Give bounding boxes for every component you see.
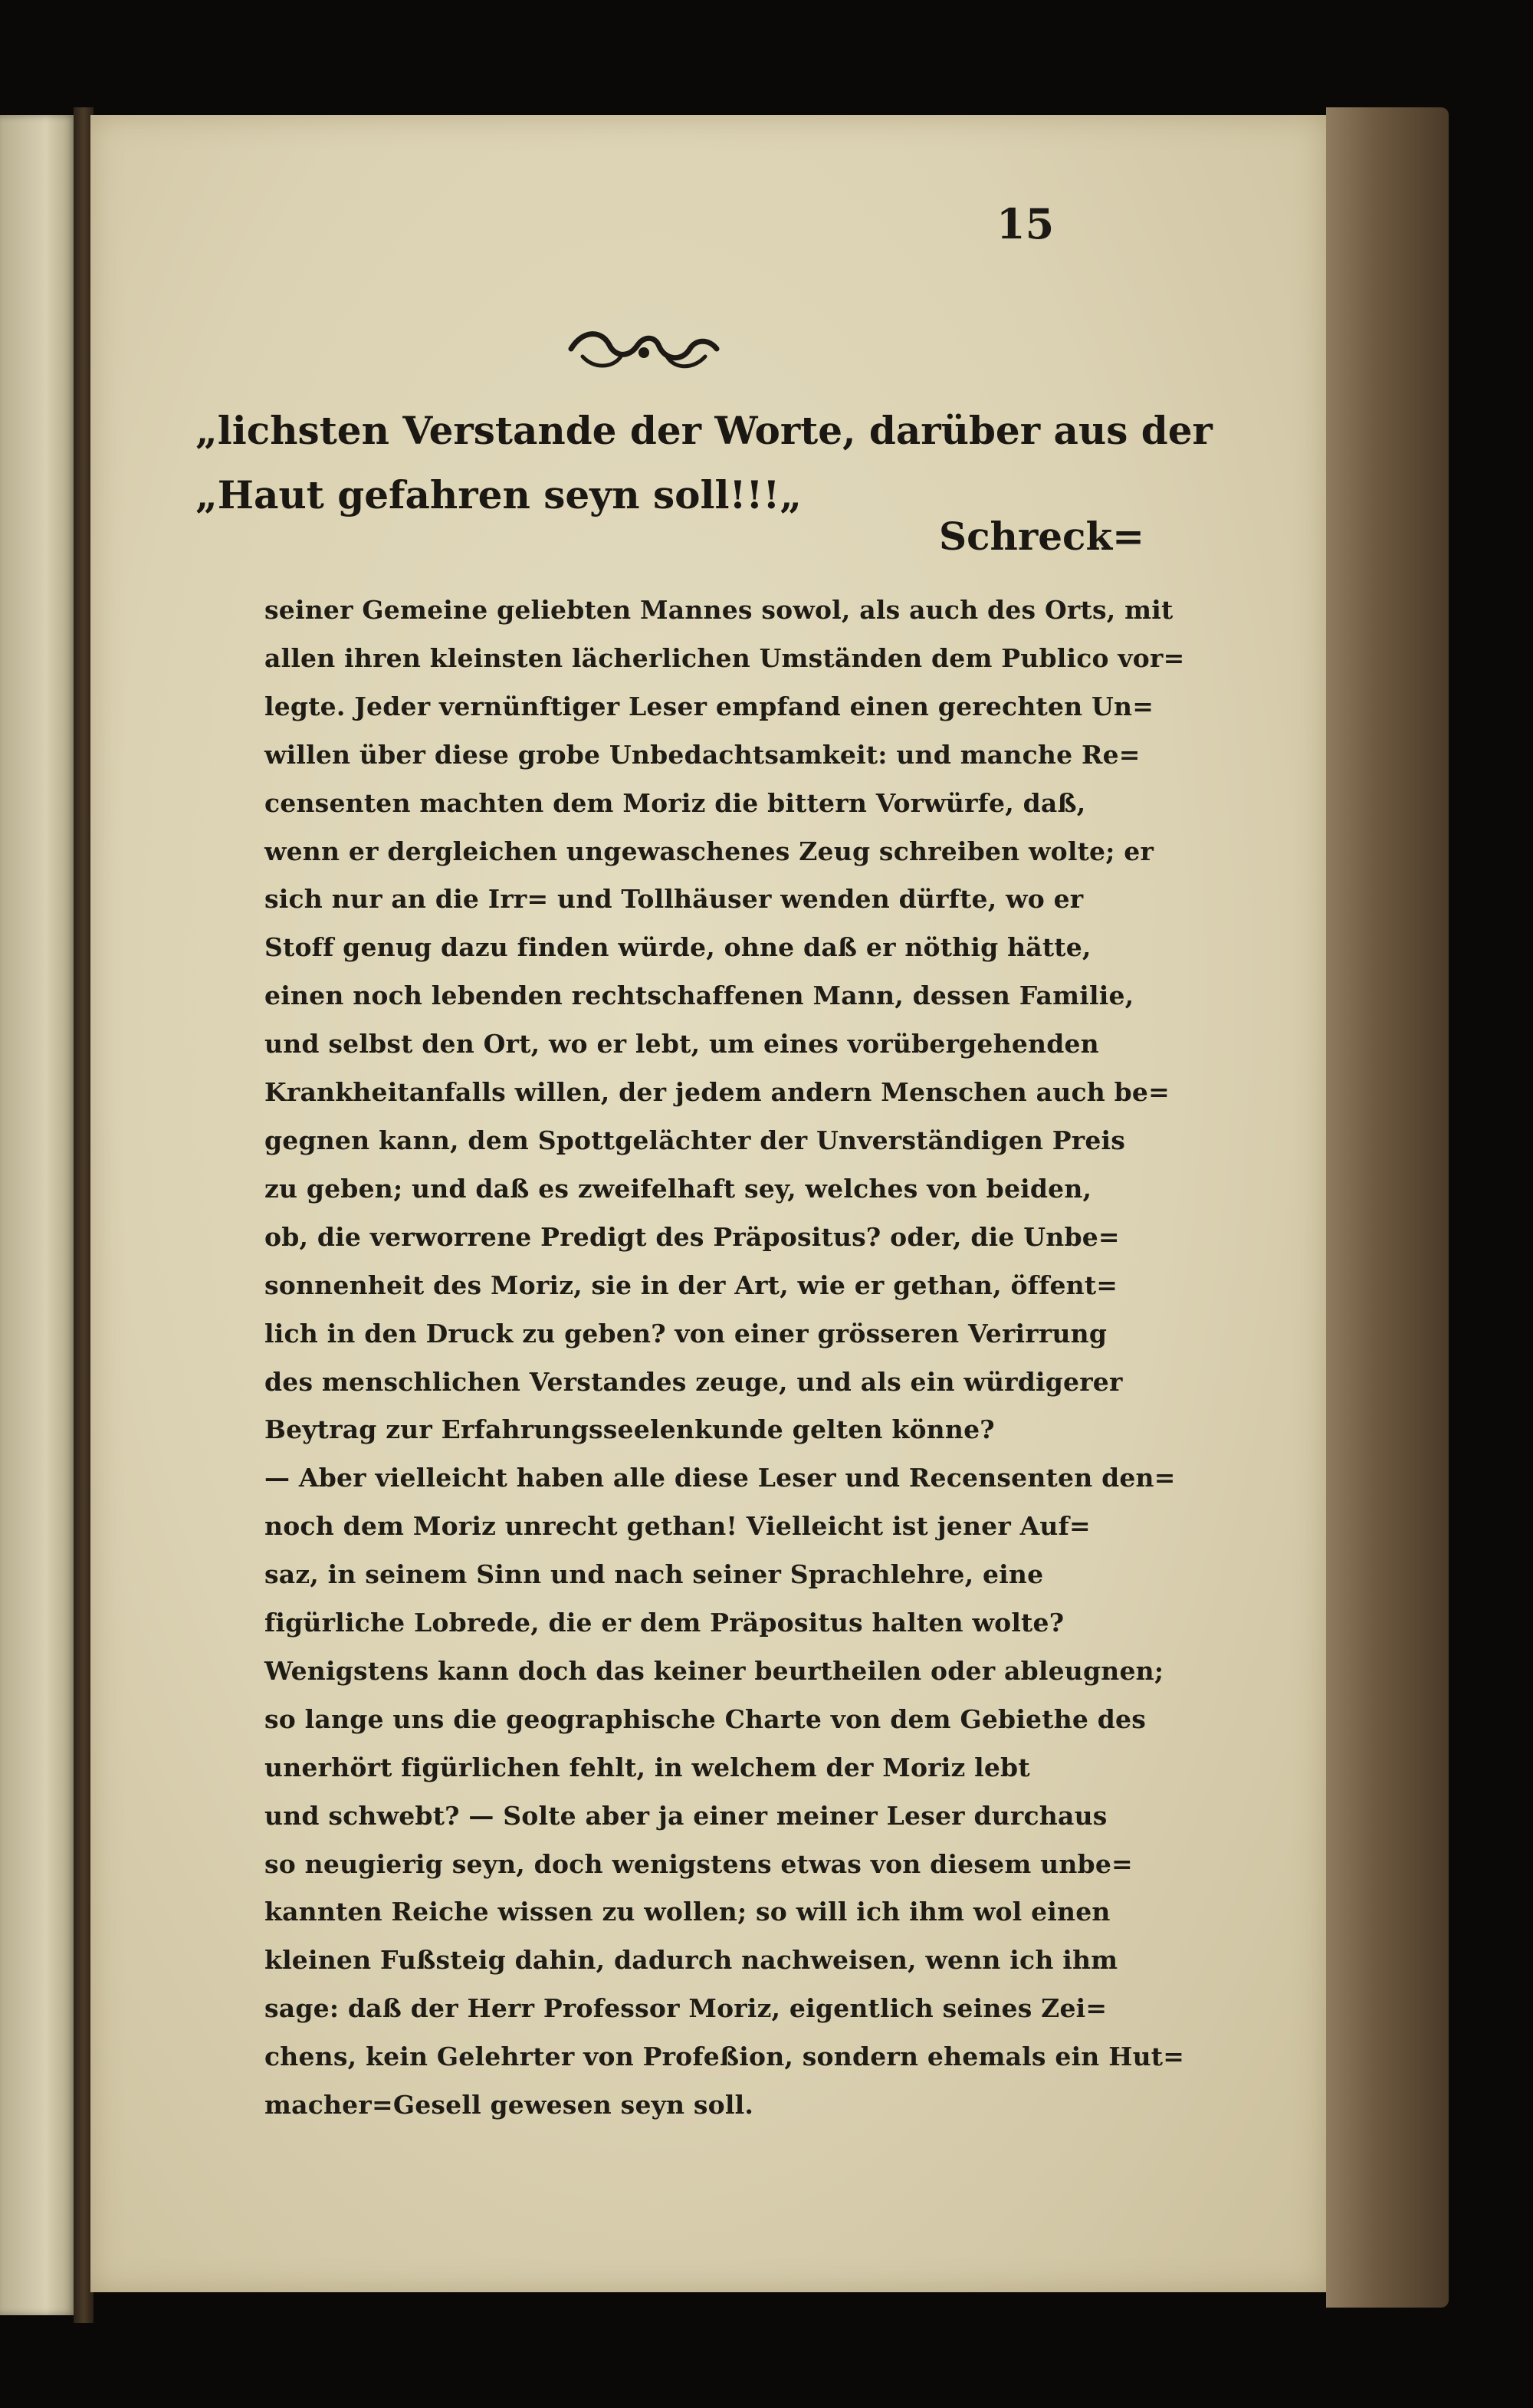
text-line: wenn er dergleichen ungewaschenes Zeug schreiben wolte; er [264,836,1154,866]
text-line: lich in den Druck zu geben? von einer grösseren Verirrung [264,1318,1108,1349]
text-line: Krankheitanfalls willen, der jedem andern Menschen auch be= [264,1077,1170,1108]
catchword: Schreck= [939,514,1145,559]
text-line: seiner Gemeine geliebten Mannes sowol, als auch des Orts, mit [264,595,1174,625]
text-line: macher=Gesell gewesen seyn soll. [264,2090,754,2121]
page-number: 15 [996,199,1055,248]
text-line: des menschlichen Verstandes zeuge, und als ein würdigerer [264,1366,1123,1397]
text-line: Beytrag zur Erfahrungsseelenkunde gelten könne? [264,1414,995,1445]
text-line: unerhört figürlichen fehlt, in welchem der Moriz lebt [264,1752,1030,1782]
text-line: figürliche Lobrede, die er dem Präpositus halten wolte? [264,1608,1065,1638]
text-line: und schwebt? — Solte aber ja einer meiner Leser durchaus [264,1800,1108,1831]
text-line: gegnen kann, dem Spottgelächter der Unverständigen Preis [264,1125,1126,1155]
text-line: willen über diese grobe Unbedachtsamkeit: und manche Re= [264,739,1141,770]
ornament-icon [567,322,721,376]
text-line: noch dem Moriz unrecht gethan! Vielleicht ist jener Auf= [264,1511,1091,1542]
text-line: censenten machten dem Moriz die bittern Vorwürfe, daß, [264,787,1086,818]
text-line: so lange uns die geographische Charte von dem Gebiethe des [264,1703,1147,1734]
quote-line: „Haut gefahren seyn soll!!!„ [195,472,803,517]
text-line: kannten Reiche wissen zu wollen; so will ich ihm wol einen [264,1897,1111,1927]
text-line: und selbst den Ort, wo er lebt, um eines vorübergehenden [264,1029,1099,1059]
text-line: Wenigstens kann doch das keiner beurtheilen oder ableugnen; [264,1655,1164,1686]
text-line: kleinen Fußsteig dahin, dadurch nachweisen, wenn ich ihm [264,1945,1118,1976]
text-line: chens, kein Gelehrter von Profeßion, sondern ehemals ein Hut= [264,2042,1185,2072]
quote-block [195,399,1213,527]
body-text [264,586,1185,2130]
text-line: — Aber vielleicht haben alle diese Leser und Recensenten den= [264,1463,1176,1493]
facing-page-edge [0,115,77,2315]
book-cover-edge [1326,107,1449,2308]
text-line: allen ihren kleinsten lächerlichen Umständen dem Publico vor= [264,642,1185,673]
text-line: sonnenheit des Moriz, sie in der Art, wie er gethan, öffent= [264,1270,1118,1300]
text-line: saz, in seinem Sinn und nach seiner Sprachlehre, eine [264,1559,1044,1590]
quote-line: „lichsten Verstande der Worte, darüber aus der [195,408,1213,453]
text-line: legte. Jeder vernünftiger Leser empfand einen gerechten Un= [264,691,1154,721]
text-line: einen noch lebenden rechtschaffenen Mann, dessen Familie, [264,981,1134,1011]
text-line: ob, die verworrene Predigt des Präpositus? oder, die Unbe= [264,1221,1120,1252]
text-line: zu geben; und daß es zweifelhaft sey, welches von beiden, [264,1173,1092,1204]
text-line: so neugierig seyn, doch wenigstens etwas von diesem unbe= [264,1848,1133,1879]
text-line: sich nur an die Irr= und Tollhäuser wenden dürfte, wo er [264,884,1084,915]
text-line: Stoff genug dazu finden würde, ohne daß er nöthig hätte, [264,932,1091,963]
text-line: sage: daß der Herr Professor Moriz, eigentlich seines Zei= [264,1993,1108,2024]
